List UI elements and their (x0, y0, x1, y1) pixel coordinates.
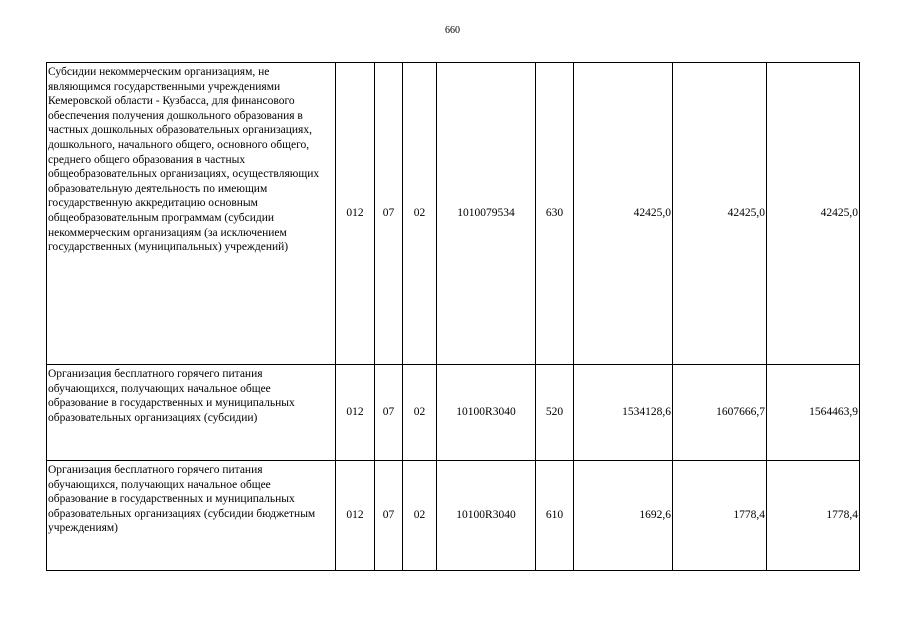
budget-table (46, 62, 860, 571)
subsection-code: 02 (403, 63, 437, 365)
amount-cell: 1778,4 (673, 461, 767, 571)
amount-cell: 1692,6 (574, 461, 673, 571)
row-name: Организация бесплатного горячего питания обучающихся, получающих начальное общее образование в государственных и муниципальных образовательных организациях (субсидии) (47, 365, 336, 461)
section-code: 07 (375, 461, 403, 571)
amount-cell: 42425,0 (767, 63, 860, 365)
target-article-code: 10100R3040 (437, 365, 536, 461)
amount-cell: 1607666,7 (673, 365, 767, 461)
amount-cell: 1564463,9 (767, 365, 860, 461)
ministry-code: 012 (336, 461, 375, 571)
page-number: 660 (445, 25, 460, 36)
row-name: Организация бесплатного горячего питания обучающихся, получающих начальное общее образование в государственных и муниципальных образовательных организациях (субсидии бюджетным учреждениям) (47, 461, 336, 571)
table-row (47, 461, 860, 571)
ministry-code: 012 (336, 63, 375, 365)
section-code: 07 (375, 63, 403, 365)
expense-type-code: 610 (536, 461, 574, 571)
table-row (47, 63, 860, 365)
amount-cell: 1534128,6 (574, 365, 673, 461)
expense-type-code: 630 (536, 63, 574, 365)
ministry-code: 012 (336, 365, 375, 461)
target-article-code: 1010079534 (437, 63, 536, 365)
target-article-code: 10100R3040 (437, 461, 536, 571)
section-code: 07 (375, 365, 403, 461)
amount-cell: 42425,0 (673, 63, 767, 365)
subsection-code: 02 (403, 365, 437, 461)
amount-cell: 1778,4 (767, 461, 860, 571)
amount-cell: 42425,0 (574, 63, 673, 365)
row-name: Субсидии некоммерческим организациям, не являющимся государственными учреждениями Кемеровской области - Кузбасса, для финансового обеспечения получения дошкольного образования в частных дошкольных образовательных организациях, дошкольного, начального общего, основного общего, среднего общего образования в частных общеобразовательных организациях, осуществляющих образовательную деятельность по имеющим государственную аккредитацию основным общеобразовательным программам (субсидии некоммерческим организациям (за исключением государственных (муниципальных) учреждений) (47, 63, 336, 365)
expense-type-code: 520 (536, 365, 574, 461)
subsection-code: 02 (403, 461, 437, 571)
table-row (47, 365, 860, 461)
